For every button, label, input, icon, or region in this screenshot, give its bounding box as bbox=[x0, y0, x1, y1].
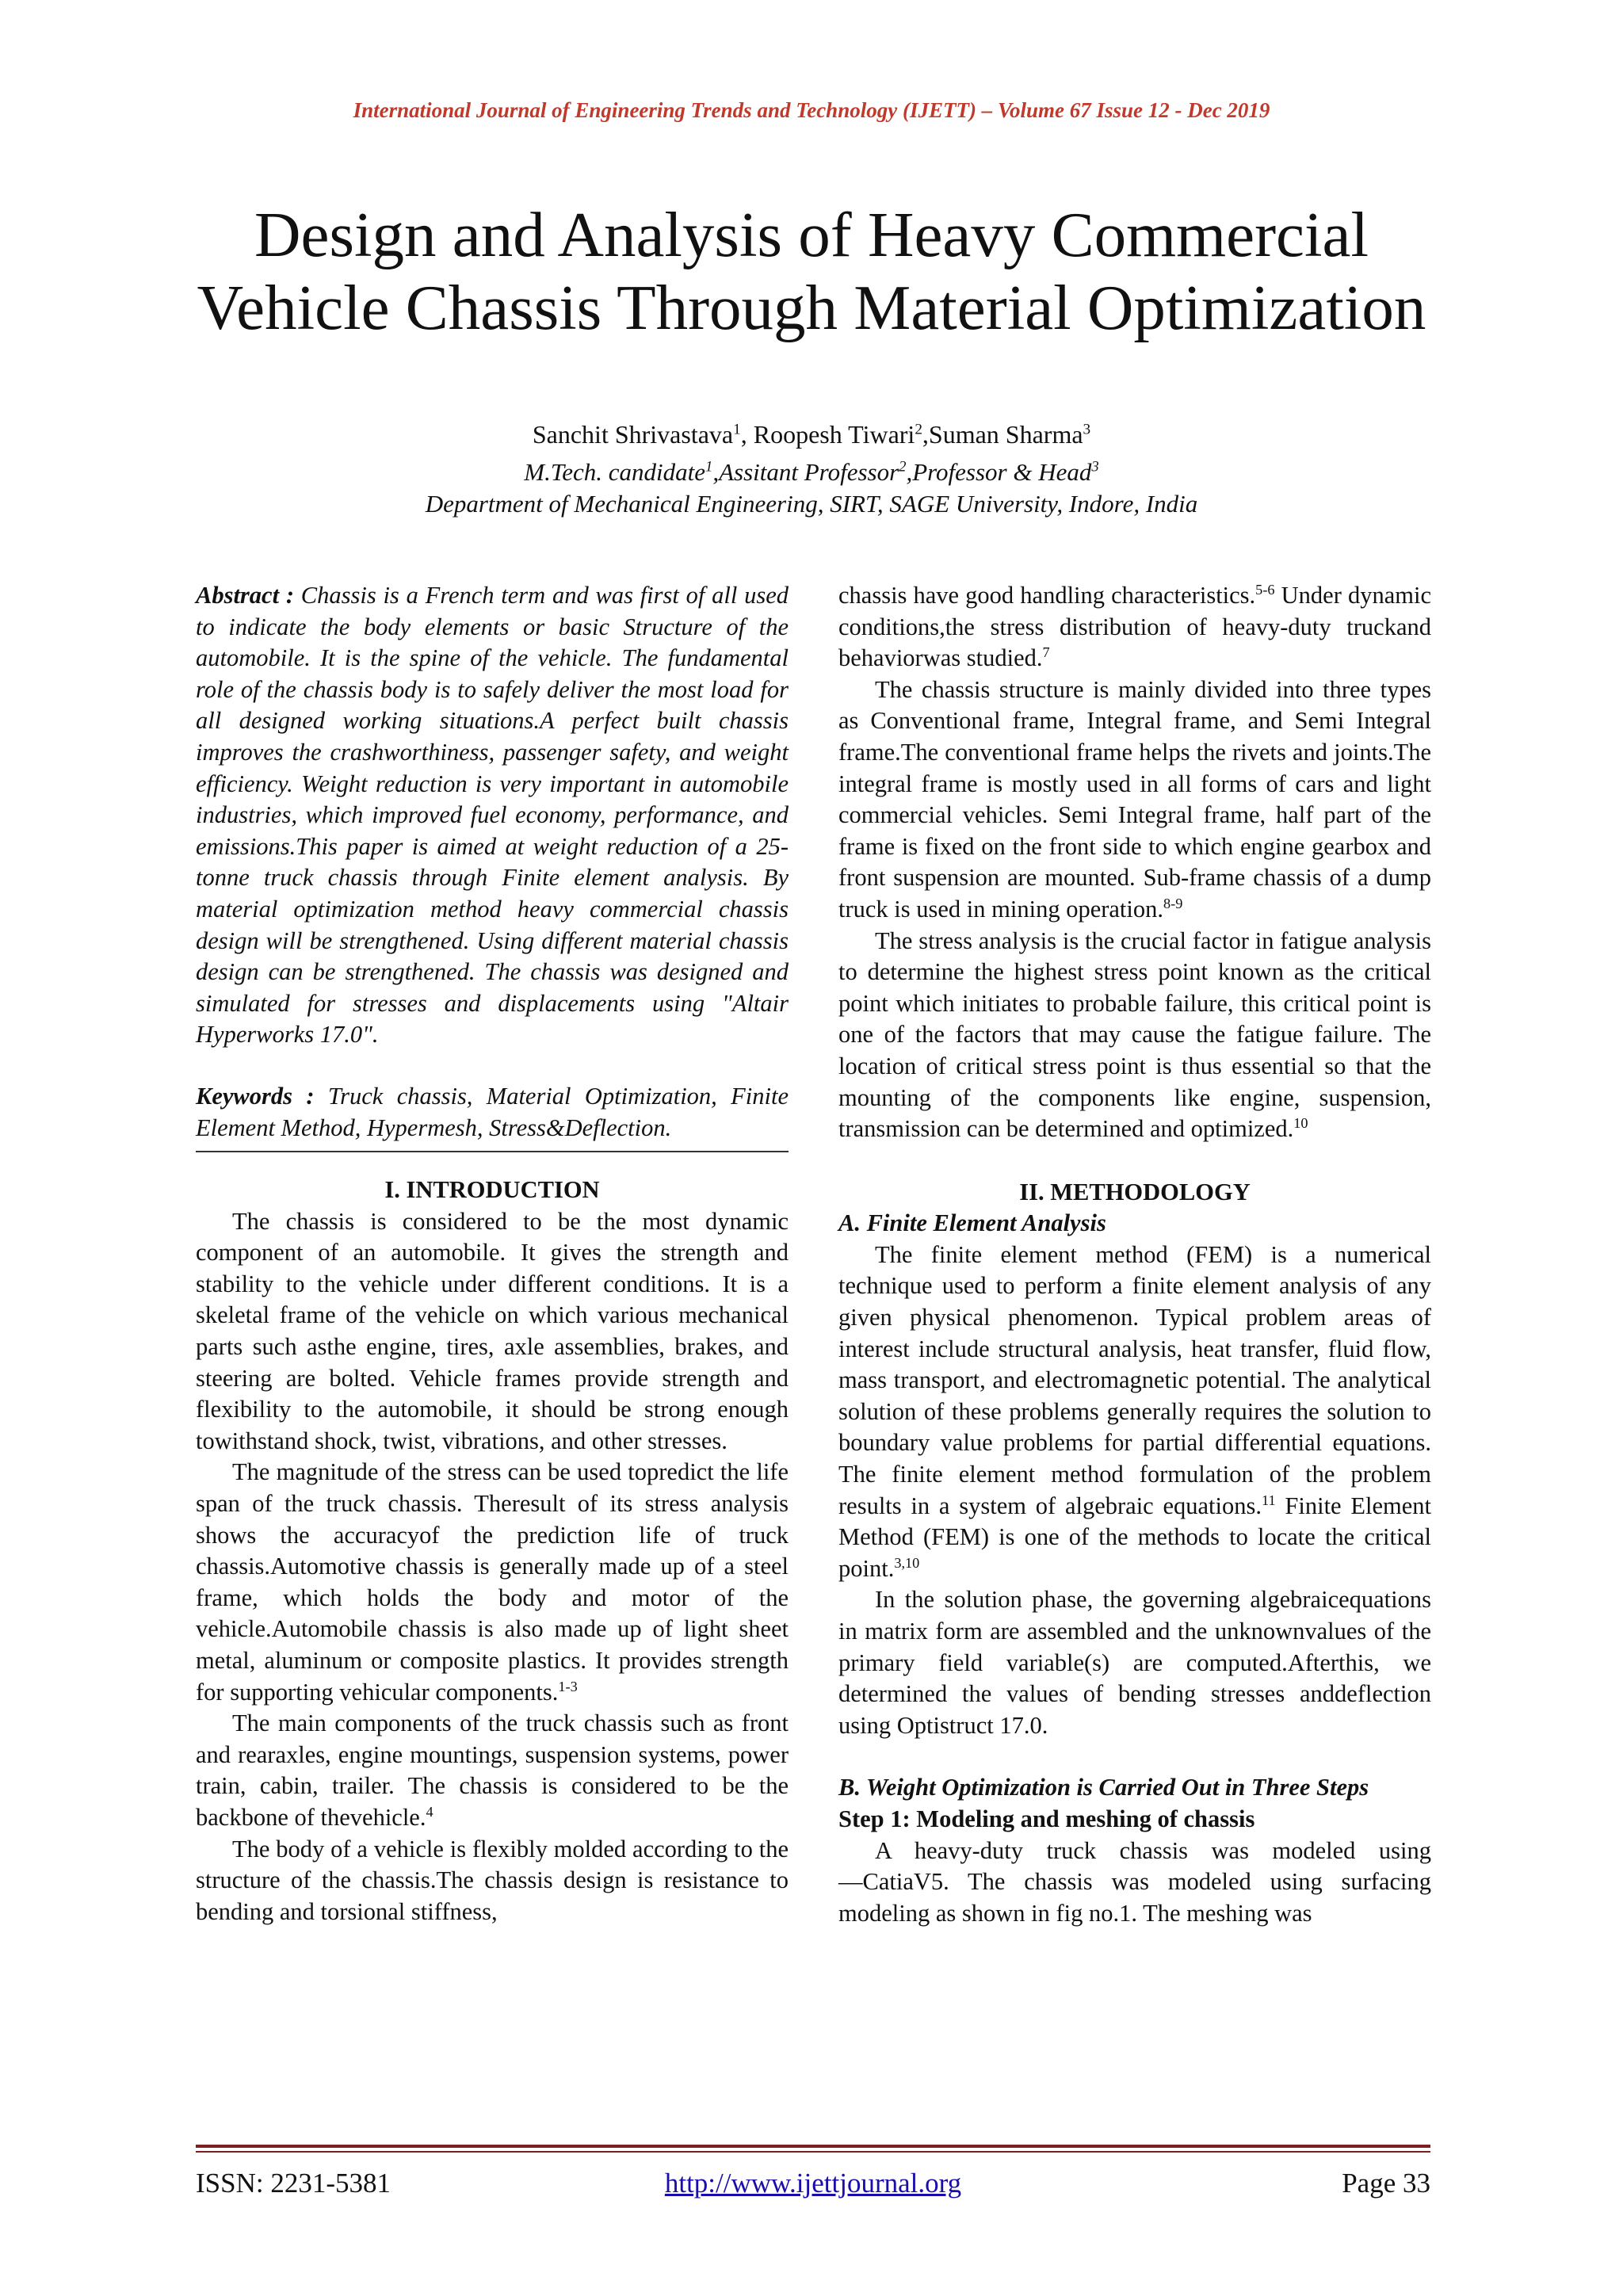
intro-paragraph-6: The stress analysis is the crucial factor in fatigue analysis to determine the highest stress point known as the critical point which initiates to probable failure, this critical point is one of the factors that may cause the fatigue failure. The location of critical stress point is thus essential so that the mounting of the components like engine, suspension, transmission can be determined and optimized.$^{10}$ bbox=[838, 926, 1431, 1143]
intro-paragraph-2: The magnitude of the stress can be used topredict the life span of the truck chassis. Theresult of its stress analysis shows the accuracyof the prediction life of truck chassis.Automotive chassis is generally made up of a steel frame, which holds the body and motor of the vehicle.Automobile chassis is also made up of light sheet metal, aluminum or composite plastics. It provides strength for supporting vehicular components.$^{1-3}$ bbox=[196, 1458, 789, 1706]
right-column bbox=[838, 580, 1431, 1929]
intro-paragraph-3: The main components of the truck chassis such as front and rearaxles, engine mountings, suspension systems, power train, cabin, trailer. The chassis is considered to be the backbone of thevehicle.$^4$ bbox=[196, 1710, 789, 1831]
keywords: Keywords : Truck chassis, Material Optimization, Finite Element Method, Hypermesh, Stress&Deflection. bbox=[196, 1082, 789, 1141]
journal-header: International Journal of Engineering Trends and Technology (IJETT) – Volume 67 Issue 12 - Dec 2019 bbox=[353, 98, 1270, 122]
journal-url-link[interactable]: http://www.ijettjournal.org bbox=[664, 2168, 962, 2199]
page-number: Page 33 bbox=[1342, 2168, 1430, 2199]
intro-continuation: chassis have good handling characteristics.$^{5-6}$ Under dynamic conditions,the stress distribution of heavy-duty truckand behaviorwas studied.$^7$ bbox=[838, 581, 1431, 672]
step-1-paragraph: A heavy-duty truck chassis was modeled using ―CatiaV5. The chassis was modeled using surfacing modeling as shown in fig no.1. The meshing was bbox=[838, 1836, 1431, 1927]
fea-paragraph-1: The finite element method (FEM) is a numerical technique used to perform a finite element analysis of any given physical phenomenon. Typical problem areas of interest include structural analysis, heat transfer, fluid flow, mass transport, and electromagnetic potential. The analytical solution of these problems generally requires the solution to boundary value problems for partial differential equations. The finite element method formulation of the problem results in a system of algebraic equations.$^{11}$ Finite Element Method (FEM) is one of the methods to locate the critical point.$^{3,10}$ bbox=[838, 1240, 1431, 1582]
footer-rule bbox=[196, 2145, 1430, 2148]
section-heading-methodology: II. METHODOLOGY bbox=[1019, 1178, 1251, 1205]
issn: ISSN: 2231-5381 bbox=[196, 2168, 391, 2199]
author-1: Sanchit Shrivastava bbox=[532, 420, 734, 449]
department-affiliation: Department of Mechanical Engineering, SIRT, SAGE University, Indore, India bbox=[425, 490, 1198, 518]
step-1-heading: Step 1: Modeling and meshing of chassis bbox=[838, 1805, 1255, 1832]
subsection-heading-fea: A. Finite Element Analysis bbox=[838, 1209, 1106, 1237]
keywords-divider bbox=[196, 1151, 789, 1152]
paper-title: Design and Analysis of Heavy Commercial Vehicle Chassis Through Material Optimization bbox=[197, 199, 1426, 343]
page-footer bbox=[196, 2168, 1430, 2202]
author-2: , Roopesh Tiwari bbox=[740, 420, 915, 449]
intro-paragraph-5: The chassis structure is mainly divided into three types as Conventional frame, Integral frame, and Semi Integral frame.The conventional frame helps the rivets and joints.The integral frame is mostly used in all forms of cars and light commercial vehicles. Semi Integral frame, half part of the frame is fixed on the front side to which engine gearbox and front suspension are mounted. Sub-frame chassis of a dump truck is used in mining operation.$^{8-9}$ bbox=[838, 675, 1431, 923]
intro-paragraph-4: The body of a vehicle is flexibly molded according to the structure of the chassis.The chassis design is resistance to bending and torsional stiffness, bbox=[196, 1835, 789, 1925]
section-heading-introduction: I. INTRODUCTION bbox=[384, 1176, 600, 1204]
author-3: ,Suman Sharma bbox=[922, 420, 1083, 449]
left-column bbox=[196, 580, 789, 1927]
abstract: Abstract : Chassis is a French term and was first of all used to indicate the body elements or basic Structure of the automobile. It is the spine of the vehicle. The fundamental role of the chassis body is to safely deliver the most load for all designed working situations.A perfect built chassis improves the crashworthiness, passenger safety, and weight efficiency. Weight reduction is very important in automobile industries, which improved fuel economy, performance, and emissions.This paper is aimed at weight reduction of a 25-tonne truck chassis through Finite element analysis. By material optimization method heavy commercial chassis design will be strengthened. Using different material chassis design can be strengthened. The chassis was designed and simulated for stresses and displacements using "Altair Hyperworks 17.0". bbox=[196, 582, 789, 1049]
author-roles: M.Tech. candidate$^1$,Assitant Professor$^2$,Professor & Head$^3$ bbox=[524, 458, 1099, 486]
fea-paragraph-2: In the solution phase, the governing algebraicequations in matrix form are assembled and the unknownvalues of the primary field variable(s) are computed.Afterthis, we determined the values of bending stresses anddeflection using Optistruct 17.0. bbox=[838, 1586, 1431, 1739]
authors: Sanchit Shrivastava$^1$, Roopesh Tiwari$^2$,Suman Sharma$^3$ bbox=[532, 420, 1091, 449]
subsection-heading-weight-optimization: B. Weight Optimization is Carried Out in Three Steps bbox=[838, 1774, 1369, 1801]
intro-paragraph-1: The chassis is considered to be the most dynamic component of an automobile. It gives the strength and stability to the vehicle under different conditions. It is a skeletal frame of the vehicle on which various mechanical parts such asthe engine, tires, axle assemblies, brakes, and steering are bolted. Vehicle frames provide strength and flexibility to the automobile, it should be strong enough towithstand shock, twist, vibrations, and other stresses. bbox=[196, 1207, 789, 1454]
footer-rule-thin bbox=[196, 2151, 1430, 2153]
